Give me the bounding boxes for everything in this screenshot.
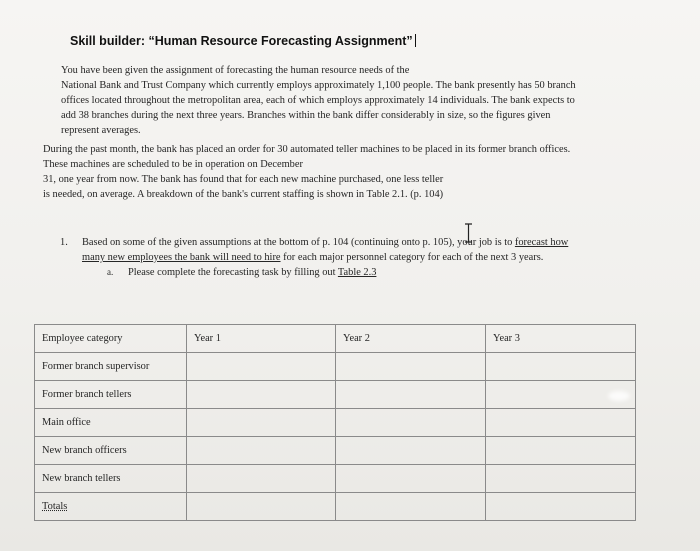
forecast-table: [34, 324, 636, 521]
table-cell[interactable]: [336, 381, 486, 409]
intro-line: add 38 branches during the next three years. Branches within the bank differ considerably in size, so the figures given: [61, 110, 551, 121]
row-label: Former branch supervisor: [35, 353, 187, 381]
subitem-text: Please complete the forecasting task by filling out: [128, 267, 338, 278]
intro-line: represent averages.: [61, 125, 141, 136]
table-cell[interactable]: [187, 437, 336, 465]
table-row: [35, 409, 636, 437]
table-cell[interactable]: [336, 437, 486, 465]
staffing-line: 31, one year from now. The bank has found that for each new machine purchased, one less teller: [43, 174, 444, 185]
table-cell[interactable]: [486, 493, 636, 521]
photo-glare: [608, 391, 630, 401]
table-cell[interactable]: [486, 437, 636, 465]
title-text: Skill builder: “Human Resource Forecasting Assignment”: [70, 34, 413, 48]
staffing-paragraph: [43, 142, 653, 202]
question-text: Based on some of the given assumptions at the bottom of p. 104 (continuing onto p. 105), your job is to: [82, 237, 515, 248]
intro-paragraph: [61, 63, 651, 138]
text-cursor: [415, 34, 416, 47]
table-row: [35, 353, 636, 381]
table-header-row: [35, 325, 636, 353]
table-cell[interactable]: [336, 353, 486, 381]
header-year-1: Year 1: [187, 325, 336, 353]
table-cell[interactable]: [187, 353, 336, 381]
header-year-3: Year 3: [486, 325, 636, 353]
table-cell[interactable]: [486, 353, 636, 381]
header-employee-category: Employee category: [35, 325, 187, 353]
question-underlined-text: forecast how: [514, 237, 569, 248]
question-subitem: [60, 265, 660, 280]
table-row: [35, 465, 636, 493]
question-text: for each major personnel category for each of the next 3 years.: [280, 252, 544, 263]
header-year-2: Year 2: [336, 325, 486, 353]
table-row: [35, 493, 636, 521]
table-cell[interactable]: [336, 465, 486, 493]
totals-label: Totals: [35, 493, 187, 521]
question-underlined-text: many new employees the bank will need to hire: [82, 252, 281, 263]
table-cell[interactable]: [187, 381, 336, 409]
question-line-1: [60, 235, 660, 250]
row-label: Main office: [35, 409, 187, 437]
subitem-letter: a.: [107, 267, 114, 277]
table-cell[interactable]: [187, 409, 336, 437]
question-1: [60, 235, 660, 280]
question-line-2: [60, 250, 660, 265]
staffing-line: is needed, on average. A breakdown of the bank's current staffing is shown in Table 2.1. (p. 104): [43, 189, 444, 200]
table-row: [35, 381, 636, 409]
table-cell[interactable]: [336, 493, 486, 521]
row-label: New branch tellers: [35, 465, 187, 493]
assignment-title[interactable]: [70, 34, 416, 48]
intro-line: You have been given the assignment of forecasting the human resource needs of the: [61, 65, 410, 76]
table-reference-link[interactable]: Table 2.3: [337, 267, 377, 278]
table-cell[interactable]: [486, 465, 636, 493]
table-cell[interactable]: [187, 465, 336, 493]
table-cell[interactable]: [486, 409, 636, 437]
row-label: Former branch tellers: [35, 381, 187, 409]
table-cell[interactable]: [187, 493, 336, 521]
question-number: 1.: [60, 237, 68, 248]
staffing-line: During the past month, the bank has placed an order for 30 automated teller machines to be placed in its former branch offices.: [43, 144, 571, 155]
staffing-line: These machines are scheduled to be in operation on December: [43, 159, 303, 170]
intro-line: offices located throughout the metropolitan area, each of which employs approximately 14 individuals. The bank expects to: [61, 95, 575, 106]
table-row: [35, 437, 636, 465]
table-cell[interactable]: [336, 409, 486, 437]
intro-line: National Bank and Trust Company which currently employs approximately 1,100 people. The bank presently has 50 branch: [61, 80, 576, 91]
row-label: New branch officers: [35, 437, 187, 465]
